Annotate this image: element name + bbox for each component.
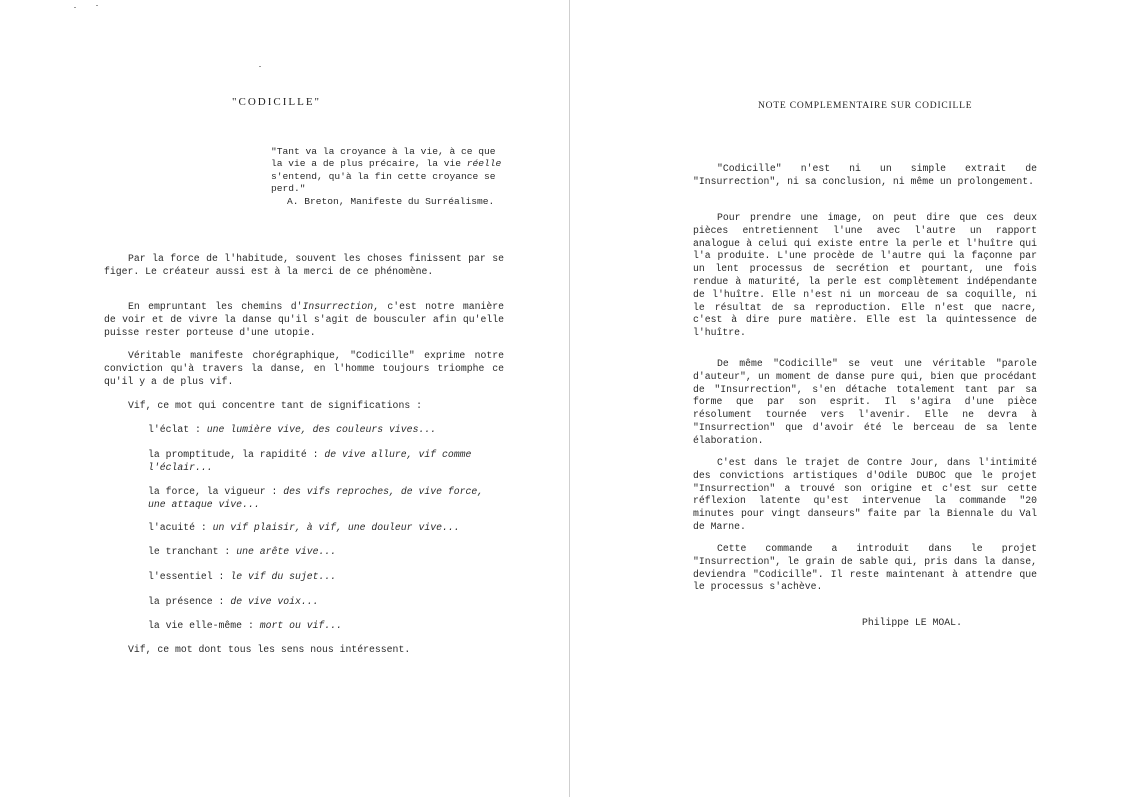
paragraph-emphasis: Insurrection — [302, 301, 374, 312]
paragraph — [104, 399, 504, 412]
list-item — [148, 619, 504, 632]
paragraph — [104, 349, 504, 388]
list-item-example: un vif plaisir, à vif, une douleur vive... — [212, 522, 460, 533]
list-item-term: la vie elle-même : — [148, 620, 260, 631]
page-fold-divider — [569, 0, 570, 797]
paragraph-text: Vif, ce mot qui concentre tant de significations : — [128, 400, 422, 411]
paragraph — [104, 300, 504, 339]
list-item — [148, 545, 504, 558]
paragraph — [693, 358, 1037, 448]
list-item — [148, 521, 504, 534]
list-item-example: de vive voix... — [230, 596, 319, 607]
list-item-example: une lumière vive, des couleurs vives... — [206, 424, 437, 435]
paragraph — [693, 163, 1037, 189]
signature: Philippe LE MOAL. — [862, 617, 962, 628]
epigraph-line — [271, 158, 503, 170]
paragraph — [693, 543, 1037, 594]
list-item-term: l'acuité : — [148, 522, 213, 533]
paragraph-text: , c'est notre manière de voir et de vivre la danse qu'il s'agit de bousculer afin qu'elle puisse rester porteuse d'une utopie. — [104, 301, 504, 338]
list-item — [148, 595, 504, 608]
paragraph-text: Cette commande a introduit dans le projet "Insurrection", le grain de sable qui, pris dans la danse, deviendra "Codicille". Il reste maintenant à attendre que le processus s'achève. — [693, 543, 1037, 593]
list-item — [148, 448, 504, 474]
list-item-term: la promptitude, la rapidité : — [148, 449, 325, 460]
list-item-example: mort ou vif... — [259, 620, 343, 631]
list-item-example: une arête vive... — [236, 546, 337, 557]
closing-line — [104, 643, 504, 656]
list-item — [148, 570, 504, 583]
paragraph — [693, 212, 1037, 340]
paragraph-text: "Codicille" n'est ni un simple extrait de "Insurrection", ni sa conclusion, ni même un prolongement. — [693, 163, 1037, 187]
list-item-example: le vif du sujet... — [230, 571, 337, 582]
list-item-term: le tranchant : — [148, 546, 237, 557]
list-item-term: la présence : — [148, 596, 231, 607]
left-page-title: "CODICILLE" — [232, 96, 322, 108]
list-item — [148, 485, 504, 511]
list-item-term: la force, la vigueur : — [148, 486, 284, 497]
scan-speck — [74, 7, 76, 8]
list-item-term: l'éclat : — [148, 424, 207, 435]
paragraph-text: Véritable manifeste chorégraphique, "Codicille" exprime notre conviction qu'à travers la danse, en l'homme toujours triomphe ce qu'il y a de plus vif. — [104, 350, 504, 387]
scan-speck — [259, 66, 261, 67]
epigraph-emphasis: réelle — [466, 158, 502, 170]
right-page-title: NOTE COMPLEMENTAIRE SUR CODICILLE — [758, 101, 973, 111]
epigraph-line: s'entend, qu'à la fin cette croyance se — [271, 170, 496, 182]
paragraph-text: C'est dans le trajet de Contre Jour, dans l'intimité des convictions artistiques d'Odile DUBOC que le projet "Insurrection" a trouvé son origine et c'est sur cette réflexion latente qu'est intervenue la commande "20 minutes pour vingt danseurs" faite par la Biennale du Val de Marne. — [693, 457, 1037, 532]
epigraph-line: perd." — [271, 183, 306, 195]
paragraph — [693, 457, 1037, 534]
list-item — [148, 423, 504, 436]
epigraph-attribution: A. Breton, Manifeste du Surréalisme. — [287, 195, 495, 207]
list-item-term: l'essentiel : — [148, 571, 231, 582]
epigraph-line: "Tant va la croyance à la vie, à ce que — [271, 146, 496, 157]
list-item-example: de vive allure, vif comme l'éclair... — [148, 449, 472, 473]
paragraph-text: Pour prendre une image, on peut dire que ces deux pièces entretiennent l'une avec l'autre un rapport analogue à celui qui existe entre la perle et l'huître qui l'a produite. L'une procède de l'autre qui la façonne par un lent processus de secrétion et pourtant, une fois rendue à maturité, la perle est complètement indépendante de l'huître. Elle n'est ni un morceau de sa coquille, ni le résultat de sa reproduction. Elle n'est que nacre, c'est à dire pure matière. Elle est la quintessence de l'huître. — [693, 212, 1037, 339]
paragraph-text: Par la force de l'habitude, souvent les choses finissent par se figer. Le créateur aussi est à la merci de ce phénomène. — [104, 253, 504, 277]
paragraph — [104, 252, 504, 278]
epigraph — [271, 146, 503, 208]
paragraph-text: En empruntant les chemins d' — [128, 301, 303, 312]
epigraph-text: la vie a de plus précaire, la vie — [271, 158, 467, 170]
paragraph-text: Vif, ce mot dont tous les sens nous intéressent. — [128, 644, 411, 655]
paragraph-text: De même "Codicille" se veut une véritable "parole d'auteur", un moment de danse pure qui, bien que procédant de "Insurrection", s'en détache totalement tant par sa forme que par son esprit. Il s'agira d'une pièce résolument tournée vers l'avenir. Elle ne devra à "Insurrection" que d'avoir été le berceau de sa lente élaboration. — [693, 358, 1037, 446]
scan-speck — [96, 5, 98, 6]
list-item-example: des vifs reproches, de vive force, une attaque vive... — [148, 486, 484, 510]
